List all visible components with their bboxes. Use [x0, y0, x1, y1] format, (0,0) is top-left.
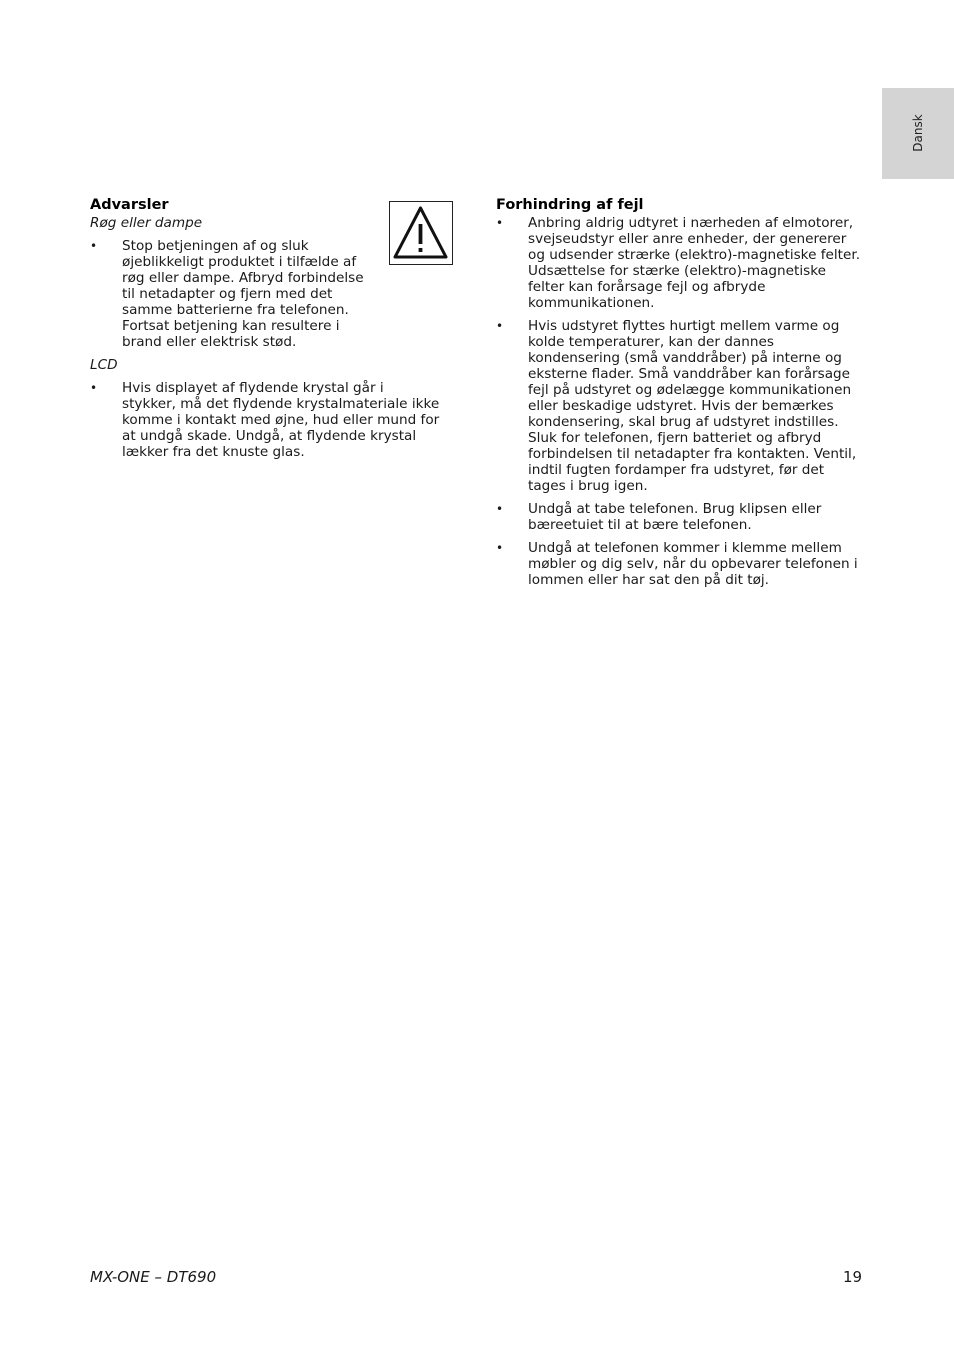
fault-prevention-column — [496, 195, 866, 595]
language-tab-label: Dansk — [911, 114, 925, 152]
lcd-list — [90, 380, 440, 460]
list-item: • Stop betjeningen af og sluk øjeblikkeligt produktet i tilfælde af røg eller dampe. Afbryd forbindelse til netadapter og fjern med det samme batterierne fra telefonen. Fortsat betjening kan resultere i brand eller elektrisk stød. — [90, 238, 440, 350]
footer-product: MX-ONE – DT690 — [90, 1268, 217, 1286]
warnings-column — [90, 195, 440, 467]
lcd-subheading: LCD — [90, 357, 118, 373]
list-item: • Undgå at telefonen kommer i klemme mellem møbler og dig selv, når du opbevarer telefonen i lommen eller har sat den på dit tøj. — [496, 540, 866, 588]
fault-prevention-heading: Forhindring af fejl — [496, 197, 644, 213]
warning-triangle-icon — [389, 201, 453, 265]
fault-prevention-list — [496, 215, 866, 588]
page-number: 19 — [843, 1268, 863, 1286]
warnings-heading: Advarsler — [90, 197, 169, 213]
smoke-subheading: Røg eller dampe — [90, 215, 203, 231]
list-item: • Anbring aldrig udtyret i nærheden af elmotorer, svejseudstyr eller anre enheder, der genererer og udsender strærke (elektro)-magnetiske felter. Udsættelse for stærke (elektro)-magnetiske felter kan forårsage fejl og afbryde kommunikationen. — [496, 215, 866, 311]
list-item: • Hvis udstyret flyttes hurtigt mellem varme og kolde temperaturer, kan der dannes kondensering (små vanddråber) på interne og eksterne flader. Små vanddråber kan forårsage fejl på udstyret og ødelægge kommunikationen eller beskadige udstyret. Hvis der bemærkes kondensering, skal brug af udstyret indstilles. Sluk for telefonen, fjern batteriet og afbryd forbindelsen til netadapter fra kontakten. Ventil, indtil fugten fordamper fra udstyret, før det tages i brug igen. — [496, 318, 866, 494]
smoke-list — [90, 238, 440, 350]
language-tab — [882, 88, 954, 179]
list-item: • Hvis displayet af flydende krystal går i stykker, må det flydende krystalmateriale ikke komme i kontakt med øjne, hud eller mund for at undgå skade. Undgå, at flydende krystal lækker fra det knuste glas. — [90, 380, 440, 460]
list-item: • Undgå at tabe telefonen. Brug klipsen eller bæreetuiet til at bære telefonen. — [496, 501, 866, 533]
